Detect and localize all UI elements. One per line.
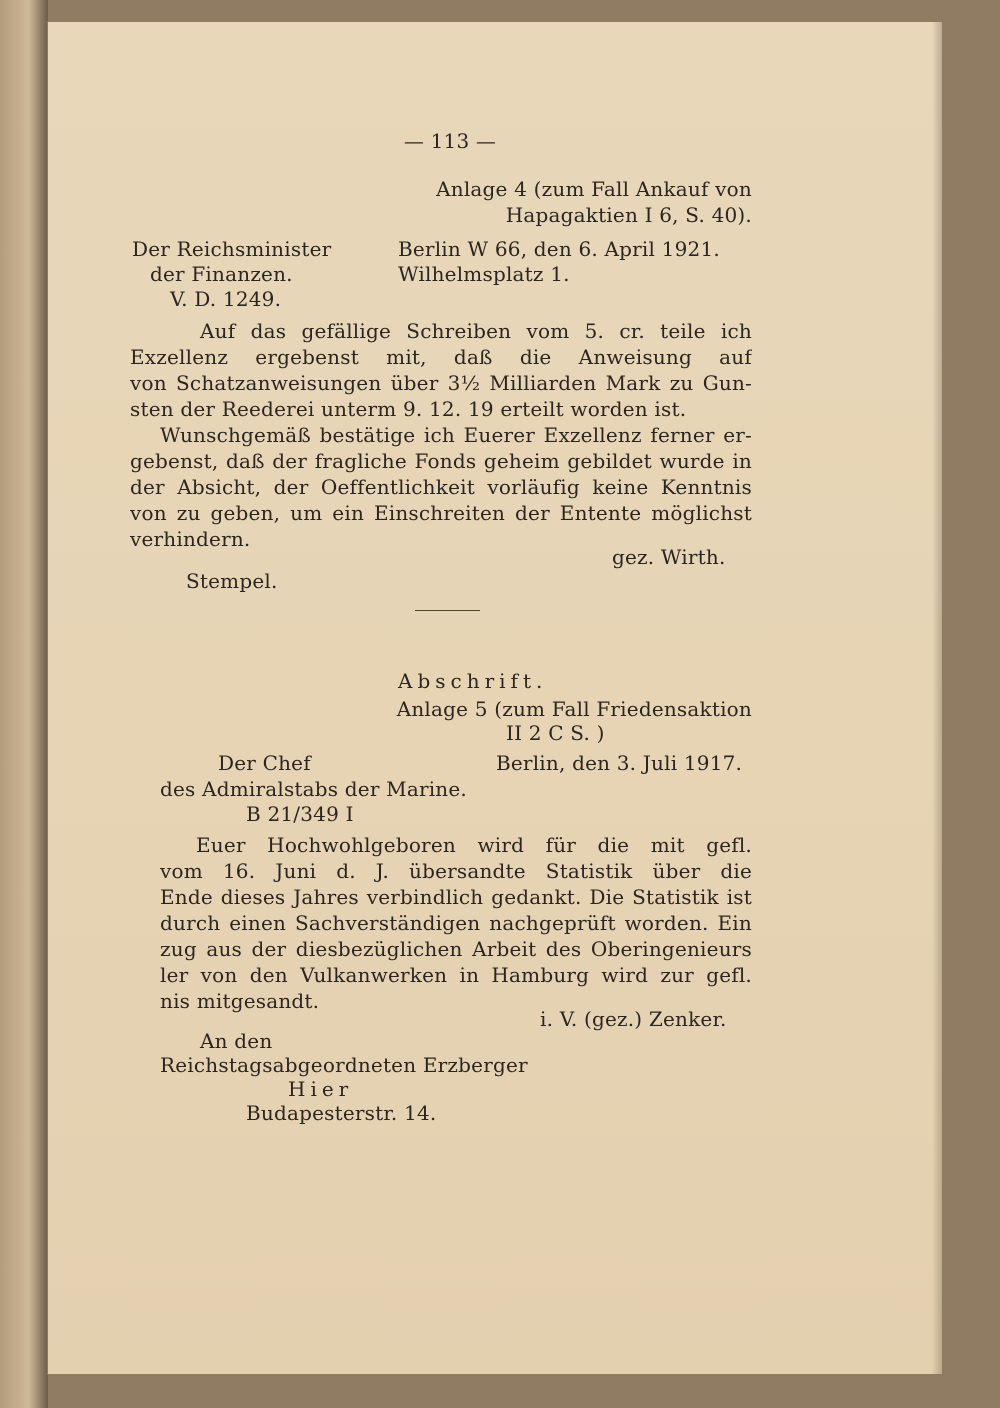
body-line-6: gebenst, daß der fragliche Fonds geheim gebildet wurde in <box>130 449 752 473</box>
body2-line-6: ler von den Vulkanwerken in Hamburg wird zur gefl. <box>160 963 752 987</box>
body-line-5: Wunschgemäß bestätige ich Euerer Exzellenz ferner er- <box>160 423 752 447</box>
signature-wirth: gez. Wirth. <box>612 545 726 569</box>
signature-zenker: i. V. (gez.) Zenker. <box>540 1007 727 1031</box>
sender2-line-1: Der Chef <box>218 751 311 775</box>
body2-line-4: durch einen Sachverständigen nachgeprüft worden. Ein <box>160 911 752 935</box>
annex-5-line-2: II 2 C S. ) <box>506 721 605 745</box>
page-number: — 113 — <box>403 129 497 153</box>
body2-line-2: vom 16. Juni d. J. übersandte Statistik über die <box>160 859 752 883</box>
section-divider <box>415 610 480 611</box>
body2-line-5: zug aus der diesbezüglichen Arbeit des Oberingenieurs <box>160 937 752 961</box>
place-date-line-1: Berlin W 66, den 6. April 1921. <box>398 237 720 261</box>
body-line-9: verhindern. <box>130 527 251 551</box>
place-date-2: Berlin, den 3. Juli 1917. <box>496 751 743 775</box>
address-line-4: Budapesterstr. 14. <box>246 1101 437 1125</box>
body2-line-3: Ende dieses Jahres verbindlich gedankt. Die Statistik ist <box>160 885 752 909</box>
left-page-edge <box>0 0 48 1408</box>
sender2-line-3: B 21/349 I <box>246 802 354 826</box>
address-line-2: Reichstagsabgeordneten Erzberger <box>160 1053 528 1077</box>
sender-line-1: Der Reichsminister <box>132 237 332 261</box>
stamp-note: Stempel. <box>186 569 278 593</box>
sender-line-3: V. D. 1249. <box>170 287 282 311</box>
annex-4-line-2: Hapagaktien I 6, S. 40). <box>505 203 752 227</box>
address-line-3: Hier <box>288 1077 354 1101</box>
body-line-4: sten der Reederei unterm 9. 12. 19 erteilt worden ist. <box>130 397 687 421</box>
copy-heading: Abschrift. <box>398 669 548 693</box>
body2-line-1: Euer Hochwohlgeboren wird für die mit gefl. <box>196 833 752 857</box>
place-date-line-2: Wilhelmsplatz 1. <box>398 262 570 286</box>
body-line-2: Exzellenz ergebenst mit, daß die Anweisung auf <box>130 345 752 369</box>
body-line-1: Auf das gefällige Schreiben vom 5. cr. teile ich <box>200 319 752 343</box>
address-line-1: An den <box>200 1029 273 1053</box>
sender-line-2: der Finanzen. <box>150 262 293 286</box>
body-line-8: von zu geben, um ein Einschreiten der Entente möglichst <box>130 501 752 525</box>
body-line-7: der Absicht, der Oeffentlichkeit vorläufig keine Kenntnis <box>130 475 752 499</box>
sender2-line-2: des Admiralstabs der Marine. <box>160 777 467 801</box>
annex-4-line-1: Anlage 4 (zum Fall Ankauf von <box>436 177 752 201</box>
body2-line-7: nis mitgesandt. <box>160 989 320 1013</box>
annex-5-line-1: Anlage 5 (zum Fall Friedensaktion <box>396 697 752 721</box>
body-line-3: von Schatzanweisungen über 3½ Milliarden Mark zu Gun- <box>130 371 752 395</box>
